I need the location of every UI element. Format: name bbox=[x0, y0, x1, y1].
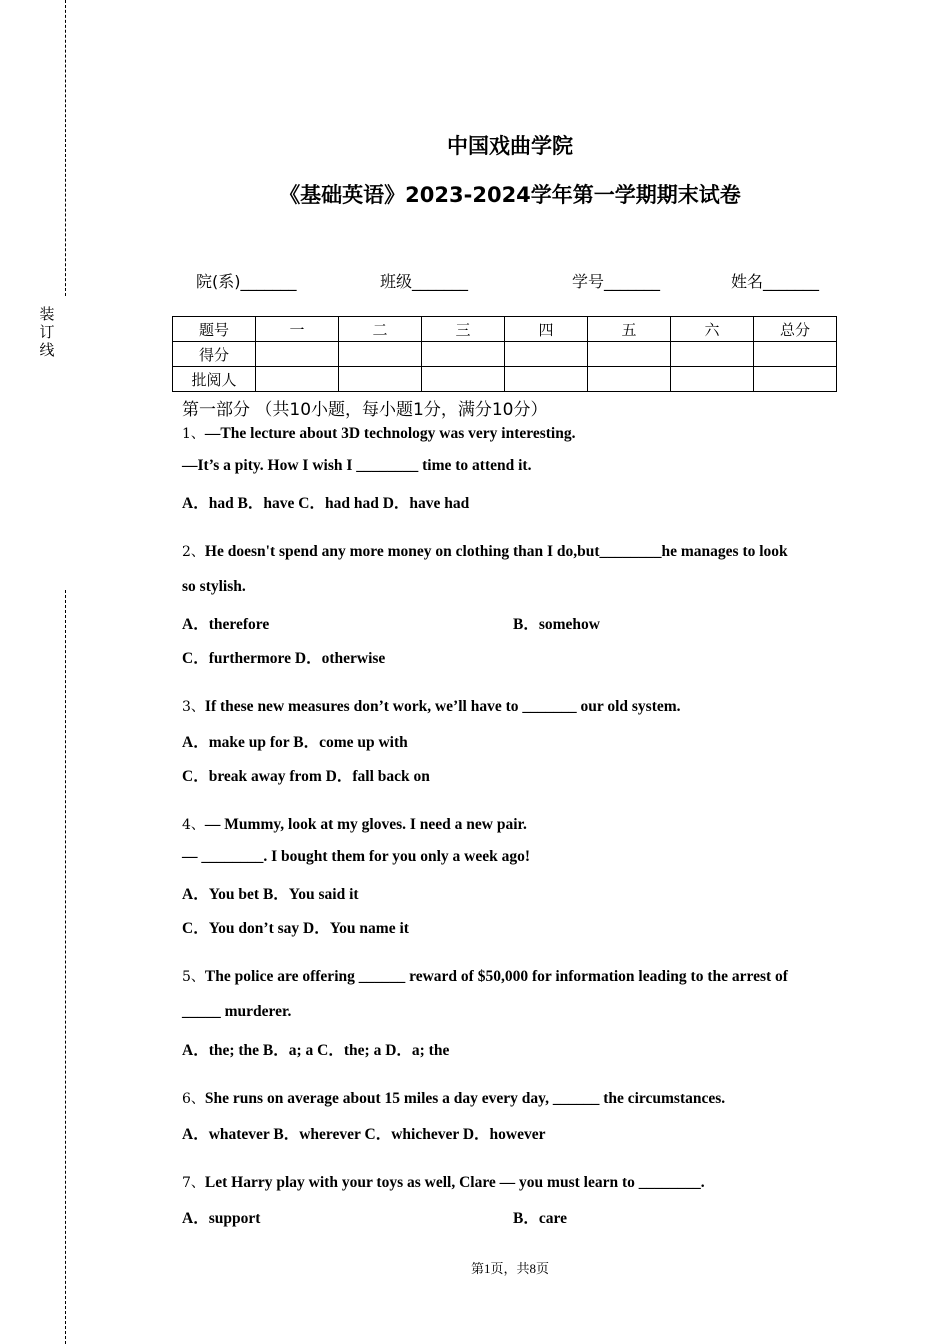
exam-title: 《基础英语》2023-2024学年第一学期期末试卷 bbox=[279, 183, 741, 207]
question-7-option-b: B．care bbox=[513, 1210, 567, 1227]
section-heading: 第一部分 （共10小题，每小题1分，满分10分） bbox=[182, 400, 548, 420]
question-3-options-ab: A．make up for B．come up with bbox=[182, 734, 408, 751]
question-number: 4、 bbox=[182, 817, 205, 833]
score-table bbox=[172, 316, 837, 392]
question-2-option-a: A．therefore bbox=[182, 616, 270, 633]
score-cell bbox=[256, 342, 339, 367]
question-text: If these new measures don’t work, we’ll have to _______ our old system. bbox=[204, 698, 681, 715]
question-text: The police are offering ______ reward of $50,000 for information leading to the arrest of bbox=[204, 968, 788, 985]
score-cell bbox=[671, 342, 754, 367]
question-text: Let Harry play with your toys as well, Clare — you must learn to ________. bbox=[204, 1174, 705, 1191]
question-4-line-2: — ________. I bought them for you only a week ago! bbox=[182, 848, 531, 865]
question-6-options: A．whatever B．wherever C．whichever D．however bbox=[182, 1126, 546, 1143]
question-4-options-cd: C．You don’t say D．You name it bbox=[182, 920, 409, 937]
table-header-cell: 四 bbox=[505, 317, 588, 342]
question-2-option-b: B．somehow bbox=[513, 616, 600, 633]
question-7-option-a: A．support bbox=[182, 1210, 261, 1227]
question-6-stem bbox=[182, 1088, 725, 1108]
question-2-stem bbox=[182, 541, 788, 561]
question-5-stem bbox=[182, 966, 788, 986]
score-cell bbox=[422, 342, 505, 367]
question-5-options: A．the; the B．a; a C．the; a D．a; the bbox=[182, 1042, 450, 1059]
binding-label bbox=[38, 305, 56, 359]
question-number: 2、 bbox=[182, 544, 205, 560]
name-field: 姓名_______ bbox=[731, 272, 820, 291]
question-text: He doesn't spend any more money on clothing than I do,but________he manages to look bbox=[204, 543, 788, 560]
binding-char: 线 bbox=[39, 341, 55, 359]
score-cell bbox=[754, 342, 837, 367]
question-7-stem bbox=[182, 1172, 705, 1192]
reviewer-cell bbox=[505, 367, 588, 392]
score-cell bbox=[339, 342, 422, 367]
score-row bbox=[173, 342, 837, 367]
question-number: 6、 bbox=[182, 1091, 205, 1107]
reviewer-cell bbox=[671, 367, 754, 392]
row-label-reviewer: 批阅人 bbox=[173, 367, 256, 392]
question-number: 7、 bbox=[182, 1175, 205, 1191]
binding-char: 装 bbox=[39, 305, 55, 323]
table-header-cell: 三 bbox=[422, 317, 505, 342]
question-number: 3、 bbox=[182, 699, 205, 715]
question-4-stem bbox=[182, 814, 527, 834]
question-1-options: A．had B．have C．had had D．have had bbox=[182, 495, 470, 512]
table-header-cell: 五 bbox=[588, 317, 671, 342]
table-header-cell: 六 bbox=[671, 317, 754, 342]
score-table-header-row bbox=[173, 317, 837, 342]
question-3-stem bbox=[182, 696, 681, 716]
table-header-cell: 一 bbox=[256, 317, 339, 342]
reviewer-cell bbox=[256, 367, 339, 392]
reviewer-cell bbox=[754, 367, 837, 392]
student-id-field: 学号_______ bbox=[572, 272, 661, 291]
question-number: 5、 bbox=[182, 969, 205, 985]
question-1-stem bbox=[182, 423, 575, 443]
question-2-line-2: so stylish. bbox=[182, 578, 246, 595]
question-1-line-2: —It’s a pity. How I wish I ________ time to attend it. bbox=[182, 457, 532, 474]
question-number: 1、 bbox=[182, 426, 205, 442]
question-2-options-cd: C．furthermore D．otherwise bbox=[182, 650, 386, 667]
reviewer-row bbox=[173, 367, 837, 392]
score-cell bbox=[588, 342, 671, 367]
score-cell bbox=[505, 342, 588, 367]
binding-char: 订 bbox=[39, 323, 55, 341]
class-field: 班级_______ bbox=[380, 272, 469, 291]
table-header-cell: 总分 bbox=[754, 317, 837, 342]
department-field: 院(系)_______ bbox=[196, 272, 297, 291]
school-name: 中国戏曲学院 bbox=[447, 134, 573, 158]
question-5-line-2: _____ murderer. bbox=[182, 1003, 292, 1020]
reviewer-cell bbox=[422, 367, 505, 392]
table-header-cell: 二 bbox=[339, 317, 422, 342]
question-text: —The lecture about 3D technology was very interesting. bbox=[204, 425, 576, 442]
question-4-options-ab: A．You bet B．You said it bbox=[182, 886, 359, 903]
row-label-score: 得分 bbox=[173, 342, 256, 367]
reviewer-cell bbox=[588, 367, 671, 392]
question-text: — Mummy, look at my gloves. I need a new pair. bbox=[204, 816, 527, 833]
reviewer-cell bbox=[339, 367, 422, 392]
table-header-cell: 题号 bbox=[173, 317, 256, 342]
question-text: She runs on average about 15 miles a day every day, ______ the circumstances. bbox=[204, 1090, 726, 1107]
page-footer: 第1页，共8页 bbox=[470, 1261, 549, 1276]
binding-line-bottom bbox=[65, 590, 66, 1344]
question-3-options-cd: C．break away from D．fall back on bbox=[182, 768, 430, 785]
